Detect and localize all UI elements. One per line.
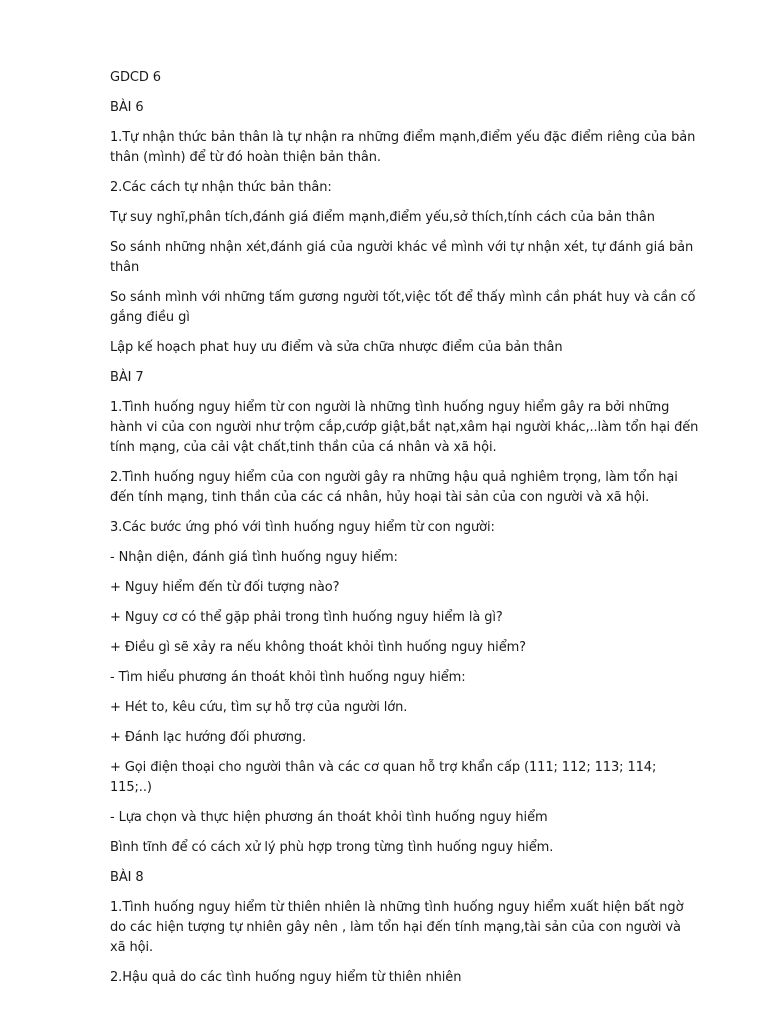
paragraph: Lập kế hoạch phat huy ưu điểm và sửa chữa nhược điểm của bản thân [110, 340, 563, 355]
list-item: - Lựa chọn và thực hiện phương án thoát khỏi tình huống nguy hiểm [110, 810, 548, 825]
list-item: + Nguy hiểm đến từ đối tượng nào? [110, 580, 340, 595]
list-item: - Nhận diện, đánh giá tình huống nguy hiểm: [110, 550, 398, 565]
document-title: GDCD 6 [110, 70, 161, 85]
paragraph: 1.Tự nhận thức bản thân là tự nhận ra những điểm mạnh,điểm yếu đặc điểm riêng của bản thân (mình) để từ đó hoàn thiện bản thân. [110, 130, 696, 165]
list-item: + Nguy cơ có thể gặp phải trong tình huống nguy hiểm là gì? [110, 610, 503, 625]
paragraph: So sánh những nhận xét,đánh giá của người khác về mình với tự nhận xét, tự đánh giá bản thân [110, 240, 694, 275]
list-item: + Đánh lạc hướng đối phương. [110, 730, 307, 745]
lesson-6-heading: BÀI 6 [110, 100, 144, 115]
lesson-8-heading: BÀI 8 [110, 870, 144, 885]
list-item: + Điều gì sẽ xảy ra nếu không thoát khỏi tình huống nguy hiểm? [110, 640, 526, 655]
paragraph: Tự suy nghĩ,phân tích,đánh giá điểm mạnh,điểm yếu,sở thích,tính cách của bản thân [110, 210, 655, 225]
paragraph: 2.Hậu quả do các tình huống nguy hiểm từ thiên nhiên [110, 970, 462, 985]
paragraph: 2.Các cách tự nhận thức bản thân: [110, 180, 332, 195]
paragraph: 1.Tình huống nguy hiểm từ con người là những tình huống nguy hiểm gây ra bởi những hành vi của con người như trộm cắp,cướp giật,bắt nạt,xâm hại người khác,..làm tổn hại đến tính mạng, của cải vật chất,tinh thần của cá nhân và xã hội. [110, 400, 699, 455]
paragraph: Bình tĩnh để có cách xử lý phù hợp trong từng tình huống nguy hiểm. [110, 840, 554, 855]
list-item: + Hét to, kêu cứu, tìm sự hỗ trợ của người lớn. [110, 700, 408, 715]
lesson-7-heading: BÀI 7 [110, 370, 144, 385]
list-item: + Gọi điện thoại cho người thân và các cơ quan hỗ trợ khẩn cấp (111; 112; 113; 114; 115;..) [110, 760, 657, 795]
paragraph: 2.Tình huống nguy hiểm của con người gây ra những hậu quả nghiêm trọng, làm tổn hại đến tính mạng, tinh thần của các cá nhân, hủy hoại tài sản của con người và xã hội. [110, 470, 678, 505]
paragraph: 1.Tình huống nguy hiểm từ thiên nhiên là những tình huống nguy hiểm xuất hiện bất ngờ do các hiện tượng tự nhiên gây nên , làm tổn hại đến tính mạng,tài sản của con người và xã hội. [110, 900, 684, 955]
paragraph: 3.Các bước ứng phó với tình huống nguy hiểm từ con người: [110, 520, 495, 535]
document-body [110, 68, 700, 998]
list-item: - Tìm hiểu phương án thoát khỏi tình huống nguy hiểm: [110, 670, 466, 685]
paragraph: So sánh mình với những tấm gương người tốt,việc tốt để thấy mình cần phát huy và cần cố gắng điều gì [110, 290, 696, 325]
